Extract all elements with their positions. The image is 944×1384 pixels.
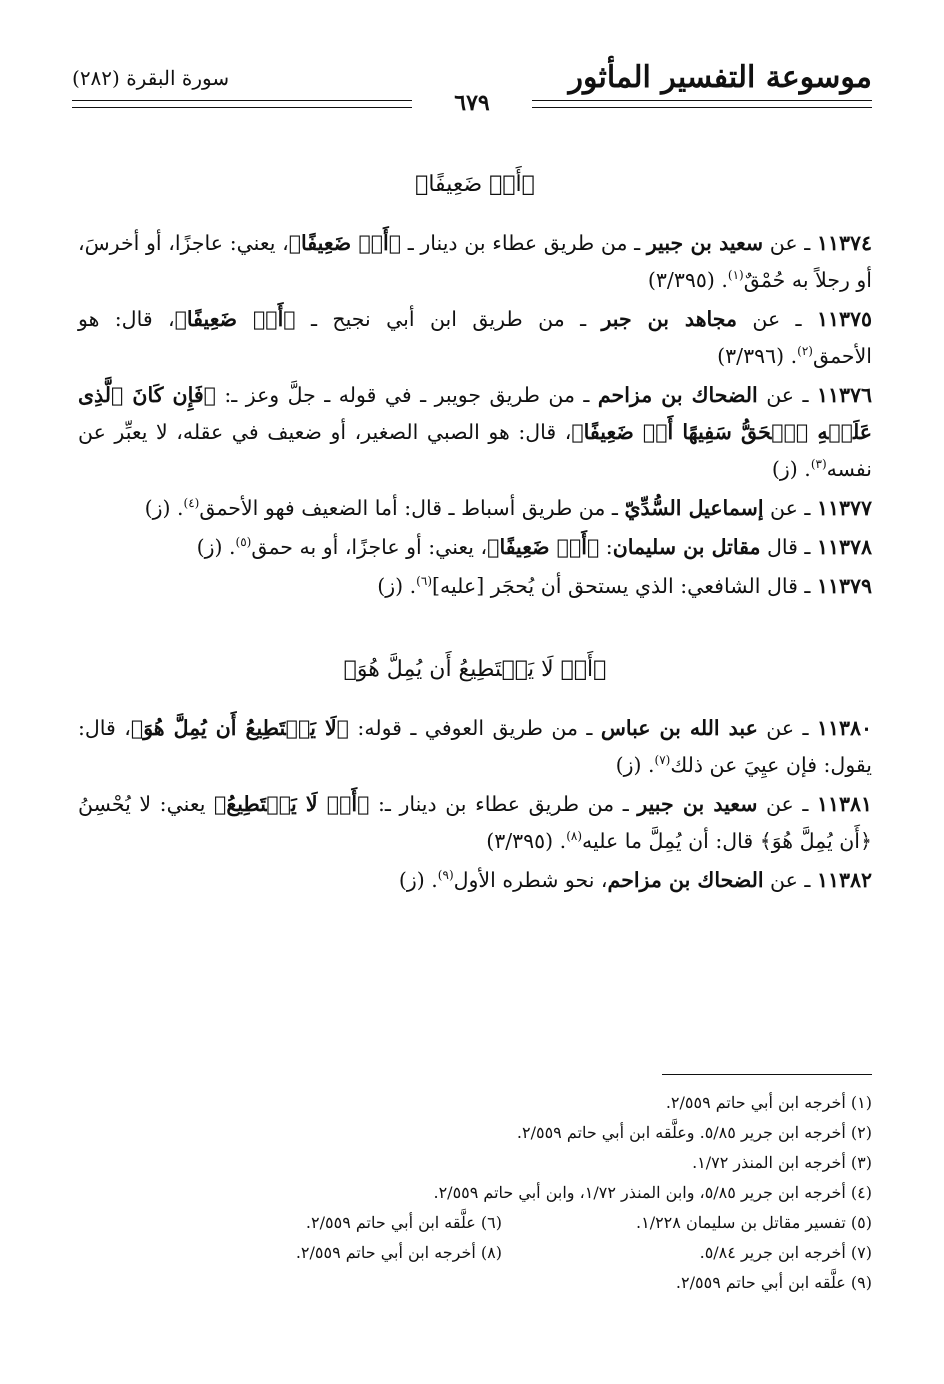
footnote-row [78,1148,872,1178]
narration-entry [78,529,872,566]
footnote-row [78,1208,872,1238]
entry-prefix: ـ قال [760,535,817,559]
header-rule-left [72,100,412,108]
footnote-divider [662,1074,872,1075]
footnote-marker: (٢) [797,344,813,359]
entry-prefix: ـ عن [736,307,817,331]
quran-quote: ﴿أَوۡ لَا يَسۡتَطِيعُ﴾ [214,792,370,816]
entry-prefix: ـ قال [760,574,817,598]
narrator-name: مقاتل بن سليمان [612,535,761,559]
quran-quote: ﴿أَوۡ ضَعِيفًا﴾ [288,231,402,255]
entry-reference: . (ز) [615,753,655,777]
main-content [78,165,872,901]
entry-number: ١١٣٧٨ [816,535,872,559]
footnote: (٢) أخرجه ابن جرير ٥/٨٥. وعلَّقه ابن أبي حاتم ٢/٥٥٩. [516,1123,872,1142]
entry-chain: ـ من طريق ابن أبي نجيح ـ [295,307,602,331]
narration-entry [78,377,872,488]
section-heading: ﴿أَوۡ ضَعِيفًا﴾ [415,172,535,197]
entry-reference: . (ز) [771,457,811,481]
quran-quote: ﴿لَا يَسۡتَطِيعُ أَن يُمِلَّ هُوَ﴾ [130,716,349,740]
quran-quote: ﴿أَوۡ ضَعِيفًا﴾ [487,535,600,559]
footnote-marker: (٥) [235,535,252,550]
narration-entry [78,786,872,860]
entry-text: ، يعني: عاجزًا، أو أخرسَ، أو رجلاً به حُمْقٌ [78,231,872,292]
entry-text: ، قال: يقول: فإن عيِيَ عن ذلك [78,716,872,777]
narrator-name: مجاهد بن جبر [601,307,737,331]
footnote-marker: (١) [727,268,744,283]
entry-text: يعني: لا يُحْسِنُ ﴿أَن يُمِلَّ هُوَ﴾ قال: أن يُمِلَّ ما عليه [78,792,872,853]
entry-number: ١١٣٧٩ [816,574,872,598]
narrator-name: الشافعي [687,574,761,598]
footnote-marker: (٨) [566,829,583,844]
entry-chain: ـ من طريق العوفي ـ قوله: [349,716,601,740]
footnotes [78,1088,872,1298]
entry-number: ١١٣٧٤ [816,231,872,255]
footnote: (٣) أخرجه ابن المنذر ١/٧٢. [692,1153,872,1172]
entry-chain: ـ من طريق عطاء بن دينار ـ: [369,792,638,816]
header-rule-right [532,100,872,108]
entry-number: ١١٣٨١ [816,792,872,816]
entry-text: ، قال: هو الأحمق [78,307,872,368]
narration-entry [78,862,872,899]
entry-chain: ـ من طريق عطاء بن دينار ـ [401,231,647,255]
entry-reference: . (٣/٣٩٥) [486,829,567,853]
entry-prefix: ـ عن [757,716,817,740]
narrator-name: عبد الله بن عباس [600,716,758,740]
section-heading: ﴿أَوۡ لَا يَسۡتَطِيعُ أَن يُمِلَّ هُوَ﴾ [343,657,607,682]
page-header [72,60,872,120]
narrator-name: إسماعيل السُّدِّيّ [624,496,764,520]
entry-chain: : [599,535,613,559]
entry-reference: . (٣/٣٩٥) [647,268,728,292]
entry-prefix: ـ عن [757,383,817,407]
quran-quote: ﴿فَإِن كَانَ ٱلَّذِى عَلَيۡهِ ٱلۡحَقُّ سَفِيهًا أَوۡ ضَعِيفًا﴾ [78,383,872,444]
narration-entry [78,490,872,527]
footnote-row [78,1118,872,1148]
entry-number: ١١٣٧٦ [816,383,872,407]
quran-quote: ﴿أَوۡ ضَعِيفًا﴾ [174,307,296,331]
narration-entry [78,225,872,299]
narration-entry [78,301,872,375]
footnote-marker: (٣) [810,457,827,472]
footnote-row [78,1178,872,1208]
entry-number: ١١٣٨٢ [816,868,872,892]
entry-prefix: ـ عن [763,231,817,255]
entry-text: ، يعني: أو عاجزًا، أو به حمق [251,535,488,559]
footnote-row [78,1268,872,1298]
narrator-name: الضحاك بن مزاحم [597,383,758,407]
footnote: (٦) علَّقه ابن أبي حاتم ٢/٥٥٩. [305,1213,502,1232]
narrator-name: الضحاك بن مزاحم [607,868,764,892]
narration-entry [78,568,872,605]
footnote-marker: (٤) [183,496,200,511]
footnote: (٥) تفسير مقاتل بن سليمان ١/٢٢٨. [636,1213,872,1232]
footnote: (٧) أخرجه ابن جرير ٥/٨٤. [699,1243,872,1262]
entry-text: ، قال: هو الصبي الصغير، أو ضعيف في عقله، لا يعبِّر عن نفسه [78,420,872,481]
entry-chain: ، نحو شطره الأول [453,868,608,892]
footnote: (٩) علَّقه ابن أبي حاتم ٢/٥٥٩. [675,1273,872,1292]
entry-reference: . (ز) [196,535,236,559]
entry-chain: : الذي يستحق أن يُحجَر [عليه] [432,574,688,598]
surah-reference: سورة البقرة (٢٨٢) [72,66,230,90]
footnote: (١) أخرجه ابن أبي حاتم ٢/٥٥٩. [665,1093,872,1112]
entry-prefix: ـ عن [763,496,817,520]
entry-reference: . (ز) [398,868,438,892]
narrator-name: سعيد بن جبير [637,792,758,816]
narrator-name: سعيد بن جبير [646,231,764,255]
footnote-row [78,1238,872,1268]
entry-chain: ـ من طريق جويبر ـ في قوله ـ جلَّ وعز ـ: [215,383,598,407]
footnote-marker: (٦) [416,574,432,589]
page-number: ٦٧٩ [448,90,495,116]
footnote-marker: (٩) [437,868,454,883]
footnote-row [78,1088,872,1118]
entry-prefix: ـ عن [757,792,817,816]
entry-reference: . (ز) [377,574,417,598]
entry-reference: . (٣/٣٩٦) [717,344,798,368]
entry-number: ١١٣٧٧ [816,496,872,520]
footnote: (٤) أخرجه ابن جرير ٥/٨٥، وابن المنذر ١/٧٢، وابن أبي حاتم ٢/٥٥٩. [433,1183,872,1202]
entry-number: ١١٣٧٥ [816,307,872,331]
entry-number: ١١٣٨٠ [816,716,873,740]
footnote: (٨) أخرجه ابن أبي حاتم ٢/٥٥٩. [295,1243,502,1262]
narration-entry [78,710,872,784]
entry-chain: ـ من طريق أسباط ـ قال: أما الضعيف فهو الأحمق [199,496,625,520]
footnote-marker: (٧) [654,753,671,768]
entry-reference: . (ز) [144,496,184,520]
entry-prefix: ـ عن [763,868,817,892]
book-title: موسوعة التفسير المأثور [568,60,872,95]
